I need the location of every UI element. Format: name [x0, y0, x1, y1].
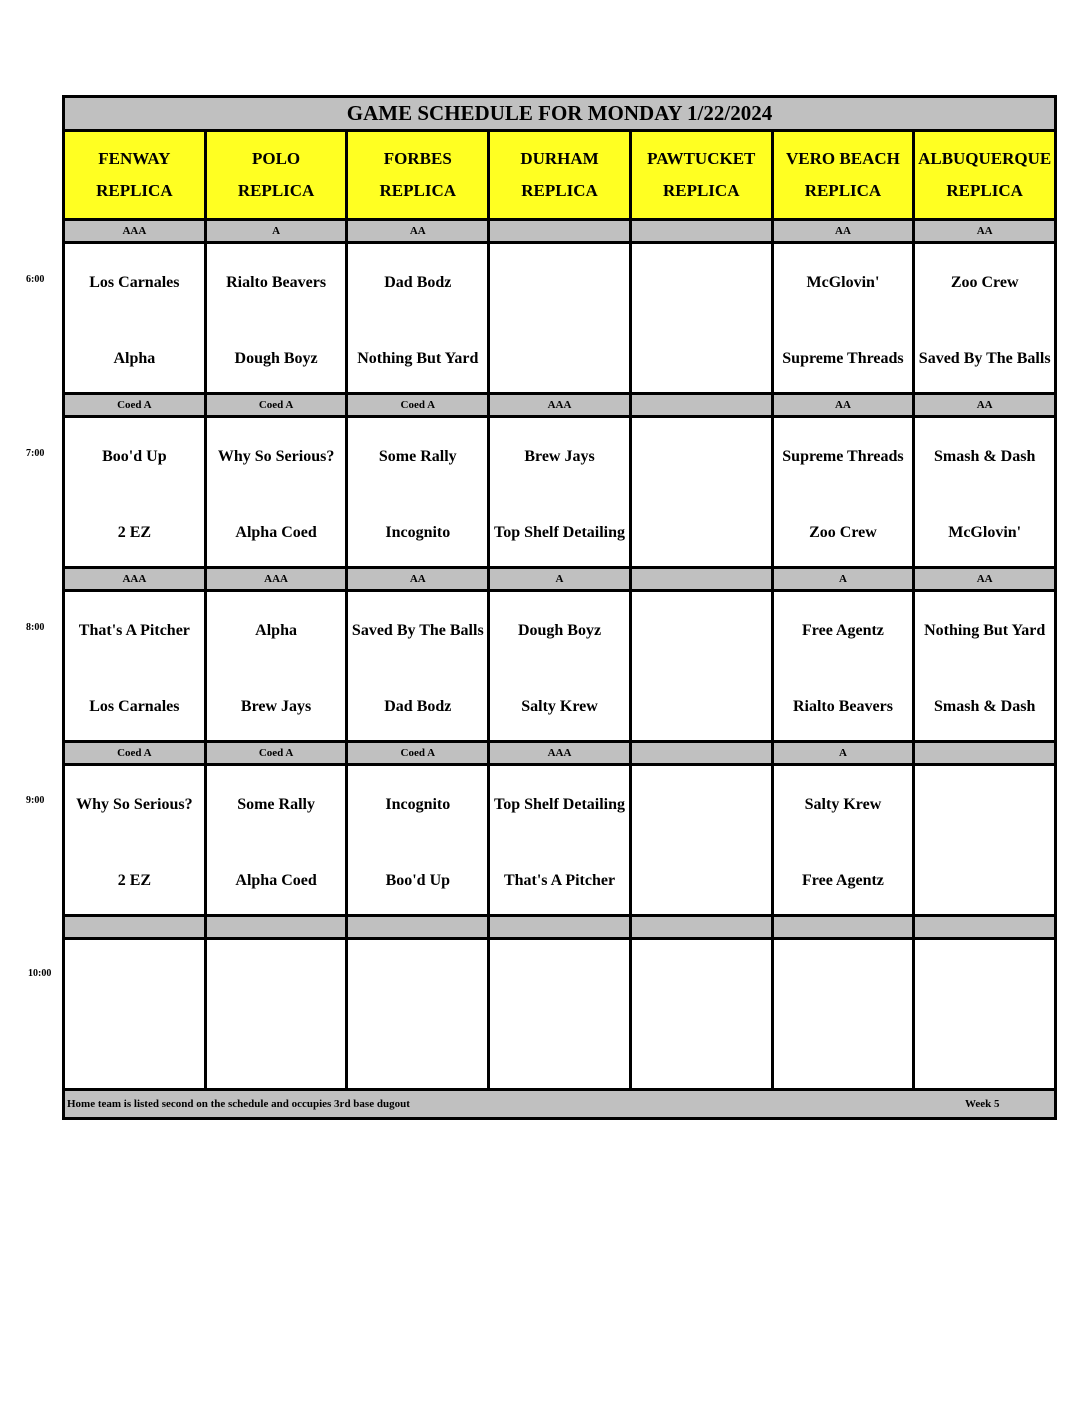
away-team [915, 956, 1054, 1000]
home-team [207, 1032, 346, 1076]
away-team: Salty Krew [804, 795, 882, 813]
away-team [915, 782, 1054, 826]
game-cell [207, 940, 349, 1088]
field-header-fenway [65, 132, 207, 218]
away-team [490, 956, 629, 1000]
away-team: Why So Serious? [76, 795, 193, 813]
schedule-title: GAME SCHEDULE FOR MONDAY 1/22/2024 [65, 98, 1054, 132]
home-team: Salty Krew [521, 697, 598, 715]
home-team: Smash & Dash [933, 697, 1036, 715]
field-name: VERO BEACH [786, 149, 900, 169]
home-team: McGlovin' [948, 523, 1022, 541]
home-team: Brew Jays [240, 697, 312, 715]
away-team: Top Shelf Detailing [494, 795, 626, 813]
division-level-cell: AAA [65, 569, 207, 589]
field-name: FENWAY [98, 149, 171, 169]
away-team: Smash & Dash [933, 447, 1036, 465]
game-cell [65, 244, 207, 392]
field-sub: REPLICA [379, 180, 457, 200]
game-cell [774, 592, 916, 740]
game-cell [632, 766, 774, 914]
division-level-cell: A [490, 569, 632, 589]
away-team: Supreme Threads [782, 447, 904, 465]
game-cell [348, 244, 490, 392]
home-team [632, 336, 771, 380]
game-cell [65, 766, 207, 914]
field-header-vero-beach [774, 132, 916, 218]
game-cell [915, 592, 1054, 740]
division-level-cell [632, 395, 774, 415]
game-cell [490, 592, 632, 740]
away-team: McGlovin' [806, 273, 880, 291]
division-level-row [65, 569, 1054, 592]
away-team: Some Rally [378, 447, 457, 465]
away-team: Dad Bodz [384, 273, 452, 291]
game-cell [915, 418, 1054, 566]
game-row [65, 244, 1054, 395]
game-cell [774, 418, 916, 566]
division-level-row [65, 743, 1054, 766]
game-cell [774, 244, 916, 392]
home-team: Supreme Threads [782, 349, 904, 367]
game-cell [490, 766, 632, 914]
division-level-cell [915, 743, 1054, 763]
home-team: Nothing But Yard [357, 349, 479, 367]
division-level-cell [915, 917, 1054, 937]
field-header-albuquerque [915, 132, 1054, 218]
away-team: Zoo Crew [950, 273, 1019, 291]
home-team: 2 EZ [117, 523, 152, 541]
home-team [915, 1032, 1054, 1076]
home-team: Alpha Coed [235, 523, 317, 541]
away-team [774, 956, 913, 1000]
away-team: Some Rally [237, 795, 315, 813]
game-cell [490, 244, 632, 392]
game-row [65, 766, 1054, 917]
division-level-row [65, 917, 1054, 940]
division-level-cell: Coed A [207, 743, 349, 763]
field-sub: REPLICA [804, 180, 882, 200]
field-name: POLO [251, 149, 301, 169]
game-cell [348, 592, 490, 740]
home-team: Saved By The Balls [918, 349, 1051, 367]
division-level-cell: Coed A [65, 395, 207, 415]
division-level-row [65, 395, 1054, 418]
home-team [65, 1032, 204, 1076]
field-sub: REPLICA [946, 180, 1023, 200]
home-team: Zoo Crew [809, 523, 877, 541]
away-team [632, 956, 771, 1000]
away-team: Rialto Beavers [226, 273, 327, 291]
away-team [632, 434, 771, 478]
home-team: Free Agentz [802, 871, 884, 889]
division-level-cell: AA [774, 221, 916, 241]
away-team [348, 956, 487, 1000]
game-cell [632, 592, 774, 740]
home-team: That's A Pitcher [503, 871, 616, 889]
away-team [65, 956, 204, 1000]
division-level-cell: Coed A [207, 395, 349, 415]
game-cell [774, 940, 916, 1088]
home-team [915, 858, 1054, 902]
home-team: Alpha [113, 349, 156, 367]
field-sub: REPLICA [237, 180, 315, 200]
game-cell [632, 244, 774, 392]
game-cell [915, 940, 1054, 1088]
game-row [65, 592, 1054, 743]
game-cell [915, 766, 1054, 914]
home-team: Top Shelf Detailing [494, 523, 626, 541]
division-level-cell: AAA [65, 221, 207, 241]
game-cell [65, 418, 207, 566]
division-level-row [65, 221, 1054, 244]
home-team [774, 1032, 913, 1076]
time-label: 6:00 [26, 274, 45, 285]
away-team [207, 956, 346, 1000]
home-team-note: Home team is listed second on the schedule and occupies 3rd base dugout [67, 1098, 410, 1110]
game-cell [490, 940, 632, 1088]
away-team: Saved By The Balls [351, 621, 484, 639]
away-team: Los Carnales [89, 273, 180, 291]
home-team [632, 858, 771, 902]
home-team: Alpha Coed [235, 871, 317, 889]
game-cell [207, 592, 349, 740]
division-level-cell [632, 743, 774, 763]
home-team [348, 1032, 487, 1076]
field-name: PAWTUCKET [647, 149, 756, 169]
division-level-cell: A [774, 743, 916, 763]
game-row [65, 418, 1054, 569]
away-team [632, 608, 771, 652]
time-label: 7:00 [26, 448, 45, 459]
game-cell [348, 418, 490, 566]
division-level-cell [65, 917, 207, 937]
division-level-cell: A [207, 221, 349, 241]
field-name: FORBES [383, 149, 452, 169]
division-level-cell: Coed A [65, 743, 207, 763]
away-team: Free Agentz [802, 621, 884, 639]
away-team [490, 260, 629, 304]
game-cell [65, 592, 207, 740]
game-cell [207, 244, 349, 392]
field-sub: REPLICA [96, 180, 173, 200]
home-team [632, 510, 771, 554]
game-cell [915, 244, 1054, 392]
away-team: Alpha [255, 621, 297, 639]
away-team: Boo'd Up [102, 447, 167, 465]
division-level-cell [207, 917, 349, 937]
home-team: Rialto Beavers [792, 697, 893, 715]
division-level-cell [632, 917, 774, 937]
away-team [632, 782, 771, 826]
time-label: 8:00 [26, 622, 45, 633]
division-level-cell: AA [915, 395, 1054, 415]
home-team [490, 1032, 629, 1076]
away-team: Why So Serious? [217, 447, 335, 465]
home-team [490, 336, 629, 380]
game-cell [632, 940, 774, 1088]
division-level-cell: AA [348, 569, 490, 589]
field-header-durham [490, 132, 632, 218]
game-cell [774, 766, 916, 914]
home-team: Incognito [385, 523, 451, 541]
division-level-cell: AAA [490, 743, 632, 763]
game-cell [348, 766, 490, 914]
division-level-cell [490, 917, 632, 937]
field-header-forbes [348, 132, 490, 218]
game-cell [348, 940, 490, 1088]
game-cell [65, 940, 207, 1088]
division-level-cell [774, 917, 916, 937]
time-label: 9:00 [26, 795, 45, 806]
game-cell [490, 418, 632, 566]
away-team: Dough Boyz [517, 621, 602, 639]
division-level-cell: AA [915, 569, 1054, 589]
game-cell [632, 418, 774, 566]
division-level-cell [632, 221, 774, 241]
division-level-cell [348, 917, 490, 937]
division-level-cell [632, 569, 774, 589]
division-level-cell [490, 221, 632, 241]
division-level-cell: AAA [207, 569, 349, 589]
division-level-cell: Coed A [348, 743, 490, 763]
away-team [632, 260, 771, 304]
division-level-cell: AA [774, 395, 916, 415]
field-name: DURHAM [520, 149, 599, 169]
field-sub: REPLICA [662, 180, 740, 200]
week-label: Week 5 [965, 1098, 1000, 1110]
home-team [632, 684, 771, 728]
time-slots [65, 221, 1054, 1091]
footer-bar [65, 1091, 1054, 1117]
division-level-cell: A [774, 569, 916, 589]
home-team: Los Carnales [89, 697, 180, 715]
field-sub: REPLICA [521, 180, 598, 200]
home-team: 2 EZ [117, 871, 152, 889]
home-team: Dad Bodz [384, 697, 452, 715]
game-cell [207, 418, 349, 566]
division-level-cell: AA [348, 221, 490, 241]
game-cell [207, 766, 349, 914]
home-team: Dough Boyz [234, 349, 318, 367]
away-team: That's A Pitcher [78, 621, 190, 639]
schedule-table [62, 95, 1057, 1120]
division-level-cell: AA [915, 221, 1054, 241]
field-header-row [65, 132, 1054, 221]
game-row [65, 940, 1054, 1091]
field-header-pawtucket [632, 132, 774, 218]
division-level-cell: AAA [490, 395, 632, 415]
away-team: Incognito [385, 795, 451, 813]
field-header-polo [207, 132, 349, 218]
division-level-cell: Coed A [348, 395, 490, 415]
away-team: Brew Jays [524, 447, 595, 465]
field-name: ALBUQUERQUE [918, 149, 1052, 169]
away-team: Nothing But Yard [924, 621, 1046, 639]
home-team [632, 1032, 771, 1076]
time-label: 10:00 [28, 968, 52, 979]
home-team: Boo'd Up [385, 871, 451, 889]
